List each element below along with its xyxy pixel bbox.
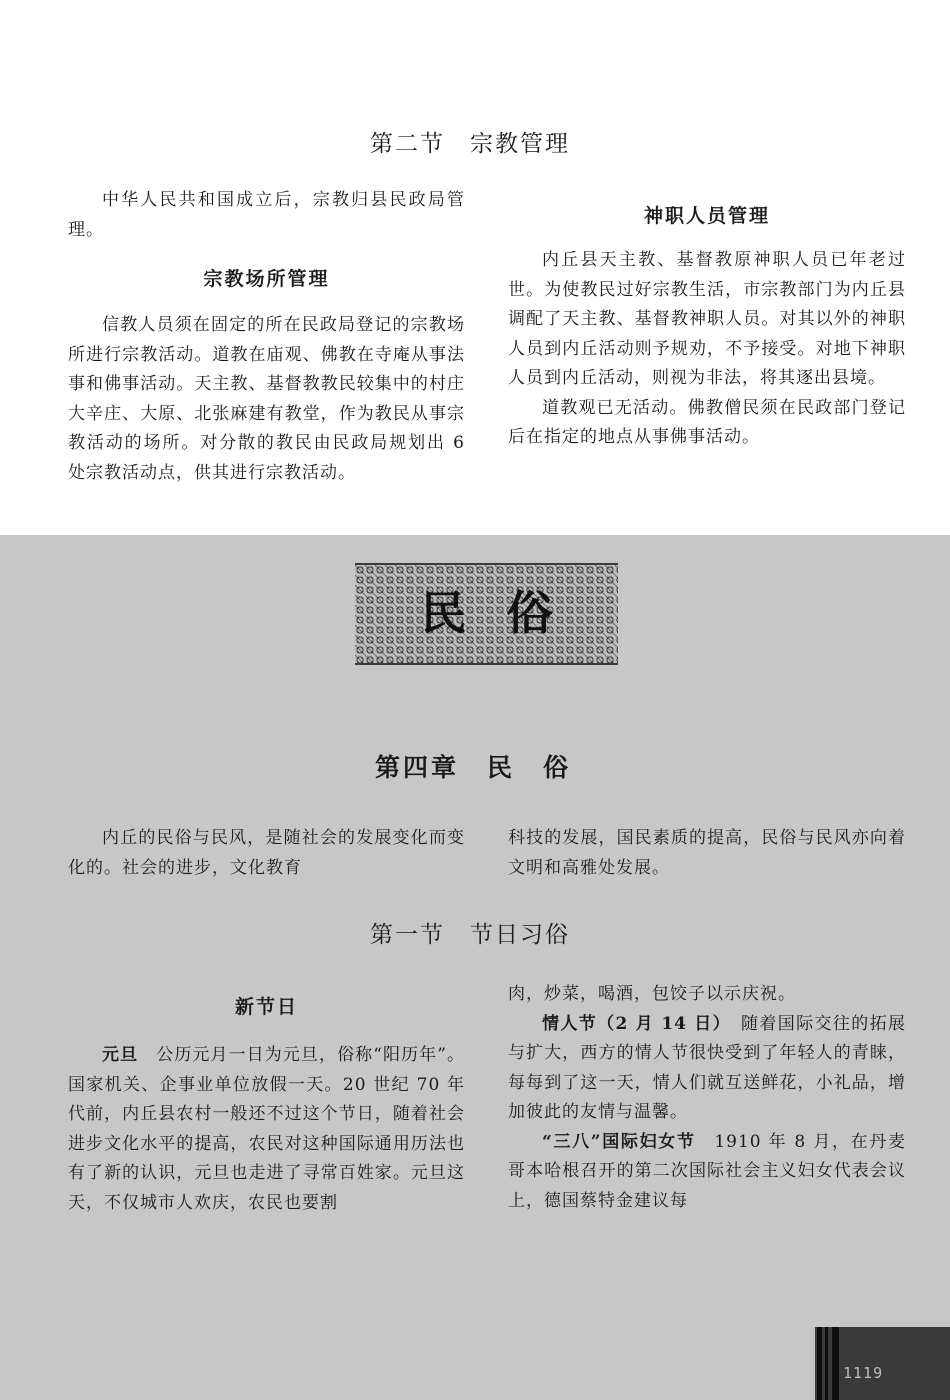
chapter-intro-left-text: 内丘的民俗与民风，是随社会的发展变化而变化的。社会的进步，文化教育 xyxy=(68,828,465,878)
venues-paragraph: 信教人员须在固定的所在民政局登记的宗教场所进行宗教活动。道教在庙观、佛教在寺庵从事法事和佛事活动。天主教、基督教教民较集中的村庄大辛庄、大原、北张麻建有教堂，作为教民从事宗教活动的场所。对分散的教民由民政局规划出 6 处宗教活动点，供其进行宗教活动。 xyxy=(68,315,465,483)
clergy-paragraph-2: 道教观已无活动。佛教僧民须在民政部门登记后在指定的地点从事佛事活动。 xyxy=(508,397,906,447)
yuandan-text: 公历元月一日为元旦，俗称“阳历年”。国家机关、企事业单位放假一天。20 世纪 70 年代前，内丘县农村一般还不过这个节日，随着社会进步文化水平的提高，农民对这种国际通用历法也有了新的认识，元旦也走进了寻常百姓家。元旦这天，不仅城市人欢庆，农民也要割 xyxy=(68,1045,466,1213)
religion-intro-paragraph: 中华人民共和国成立后，宗教归县民政局管理。 xyxy=(68,190,465,240)
chapter-intro-right xyxy=(508,824,906,883)
section-title-festivals: 第一节 节日习俗 xyxy=(370,922,570,948)
left-column-top xyxy=(68,186,465,488)
womens-day-label: “三八”国际妇女节 xyxy=(542,1131,696,1152)
venues-heading: 宗教场所管理 xyxy=(203,268,330,290)
folk-customs-banner xyxy=(355,563,618,665)
page-number: 1119 xyxy=(843,1364,884,1382)
new-festivals-heading: 新节日 xyxy=(234,996,298,1018)
chapter-intro-left xyxy=(68,824,465,883)
chapter-title: 第四章 民 俗 xyxy=(375,753,572,782)
chapter-intro-right-text: 科技的发展，国民素质的提高，民俗与民风亦向着文明和高雅处发展。 xyxy=(508,828,906,878)
womens-day-paragraph xyxy=(508,1128,906,1217)
yuandan-continued: 肉，炒菜，喝酒，包饺子以示庆祝。 xyxy=(508,984,796,1004)
valentine-text: 随着国际交往的拓展与扩大，西方的情人节很快受到了年轻人的青睐，每每到了这一天，情人们就互送鲜花，小礼品，增加彼此的友情与温馨。 xyxy=(508,1013,907,1122)
right-column-bottom xyxy=(508,980,906,1216)
yuandan-paragraph xyxy=(68,1041,465,1218)
section-title-religion: 第二节 宗教管理 xyxy=(370,131,570,157)
clergy-heading: 神职人员管理 xyxy=(643,205,770,227)
right-column-top xyxy=(508,201,906,453)
womens-day-text: 1910 年 8 月，在丹麦哥本哈根召开的第二次国际社会主义妇女代表会议 上，德国蔡特金建议每 xyxy=(508,1131,907,1211)
left-column-bottom xyxy=(68,992,465,1218)
valentine-paragraph xyxy=(508,1010,906,1128)
yuandan-label: 元旦 xyxy=(102,1045,139,1065)
clergy-paragraph-1: 内丘县天主教、基督教原神职人员已年老过世。为使教民过好宗教生活，市宗教部门为内丘县调配了天主教、基督教神职人员。对其以外的神职人员到内丘活动则予规劝，不予接受。对地下神职人员到内丘活动，则视为非法，将其逐出县境。 xyxy=(508,250,906,388)
banner-title: 民俗 xyxy=(420,586,593,640)
valentine-label: 情人节（2 月 14 日） xyxy=(542,1013,723,1034)
